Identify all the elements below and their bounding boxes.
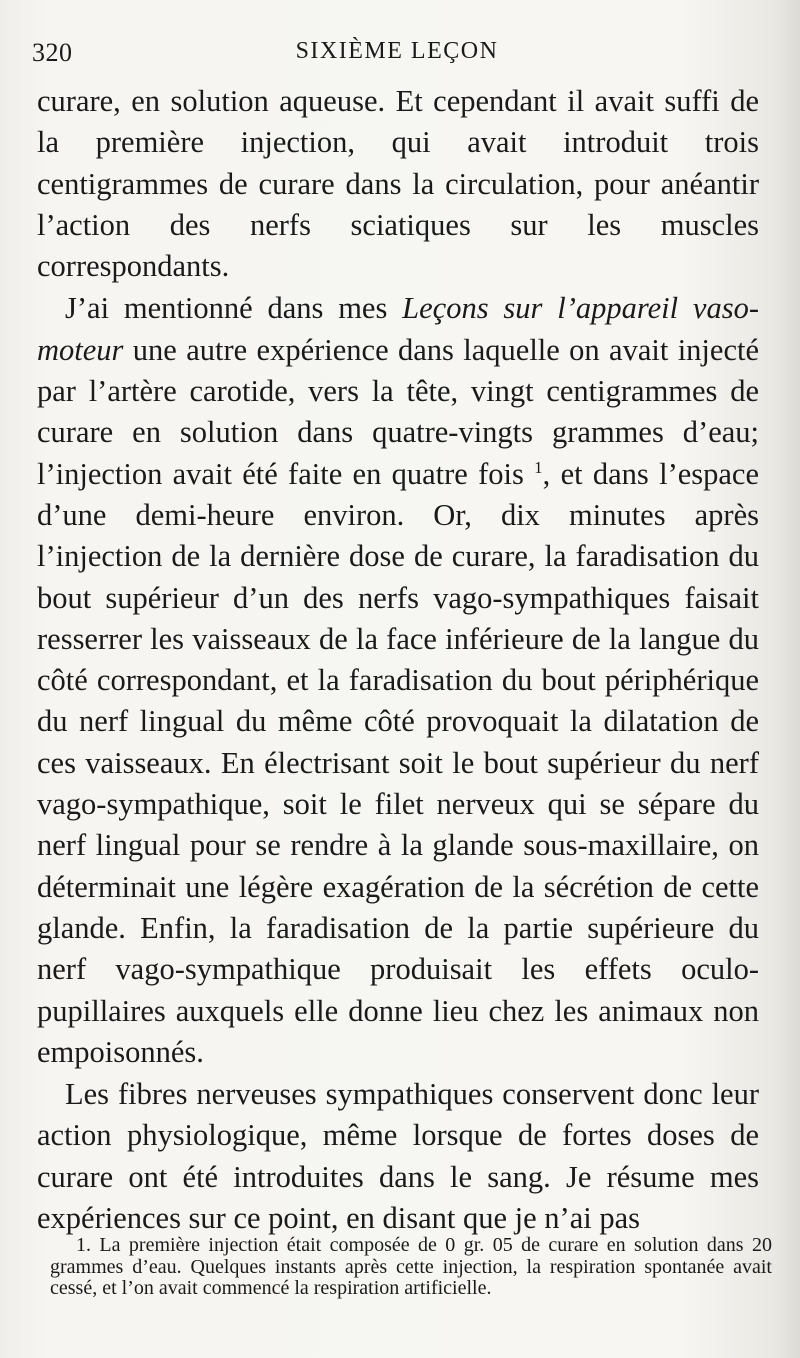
page-header	[32, 38, 762, 78]
footnotes	[50, 1235, 772, 1300]
paragraph-text: J’ai mentionné dans mes	[65, 291, 403, 326]
body-text	[37, 81, 759, 1239]
paragraph-text: Les fibres nerveuses sympathiques conservent donc leur action physiologique, même lorsque de fortes doses de curare ont été introduites dans le sang. Je résume mes expériences sur ce point, en disant que je n’ai pas	[37, 1077, 759, 1236]
paragraph-text: , et dans l’espace d’une demi-heure environ. Or, dix minutes après l’injection de la dernière dose de curare, la faradisation du bout supérieur d’un des nerfs vago-sympathiques faisait resserrer les vaisseaux de la face inférieure de la langue du côté correspondant, et la faradisation du bout périphérique du nerf lingual du même côté provoquait la dilatation de ces vaisseaux. En électrisant soit le bout supérieur du nerf vago-sympathique, soit le filet nerveux qui se sépare du nerf lingual pour se rendre à la glande sous-maxillaire, on déterminait une légère exagération de la sécrétion de cette glande. Enfin, la faradisation de la partie supérieure du nerf vago-sympathique produisait les effets oculo-pupillaires auxquels elle donne lieu chez les animaux non empoisonnés.	[37, 456, 760, 1069]
paragraph-text: une autre expérience dans laquelle on avait injecté par l’artère carotide, vers la tête, vingt centigrammes de curare en solution dans quatre-vingts grammes d’eau; l’injection avait été faite en quatre fois	[37, 332, 759, 491]
page-number: 320	[32, 38, 73, 67]
footnote-reference: 1	[534, 457, 543, 477]
paragraph-text: curare, en solution aqueuse. Et cependant il avait suffi de la première injection, qui avait introduit trois centigrammes de curare dans la circulation, pour anéantir l’action des nerfs sciatiques sur les muscles correspondants.	[37, 84, 759, 284]
book-title-reference: Leçons sur l’appareil vaso-moteur	[37, 291, 759, 367]
paragraph-continued	[37, 81, 759, 287]
paragraph	[37, 288, 759, 1073]
paragraph	[37, 1074, 759, 1239]
running-title: SIXIÈME LEÇON	[295, 38, 499, 64]
footnote: 1. La première injection était composée de 0 gr. 05 de curare en solution dans 20 grammes d’eau. Quelques instants après cette injection, la respiration spontanée avait cessé, et l’on avait commencé la respiration artificielle.	[50, 1234, 772, 1299]
